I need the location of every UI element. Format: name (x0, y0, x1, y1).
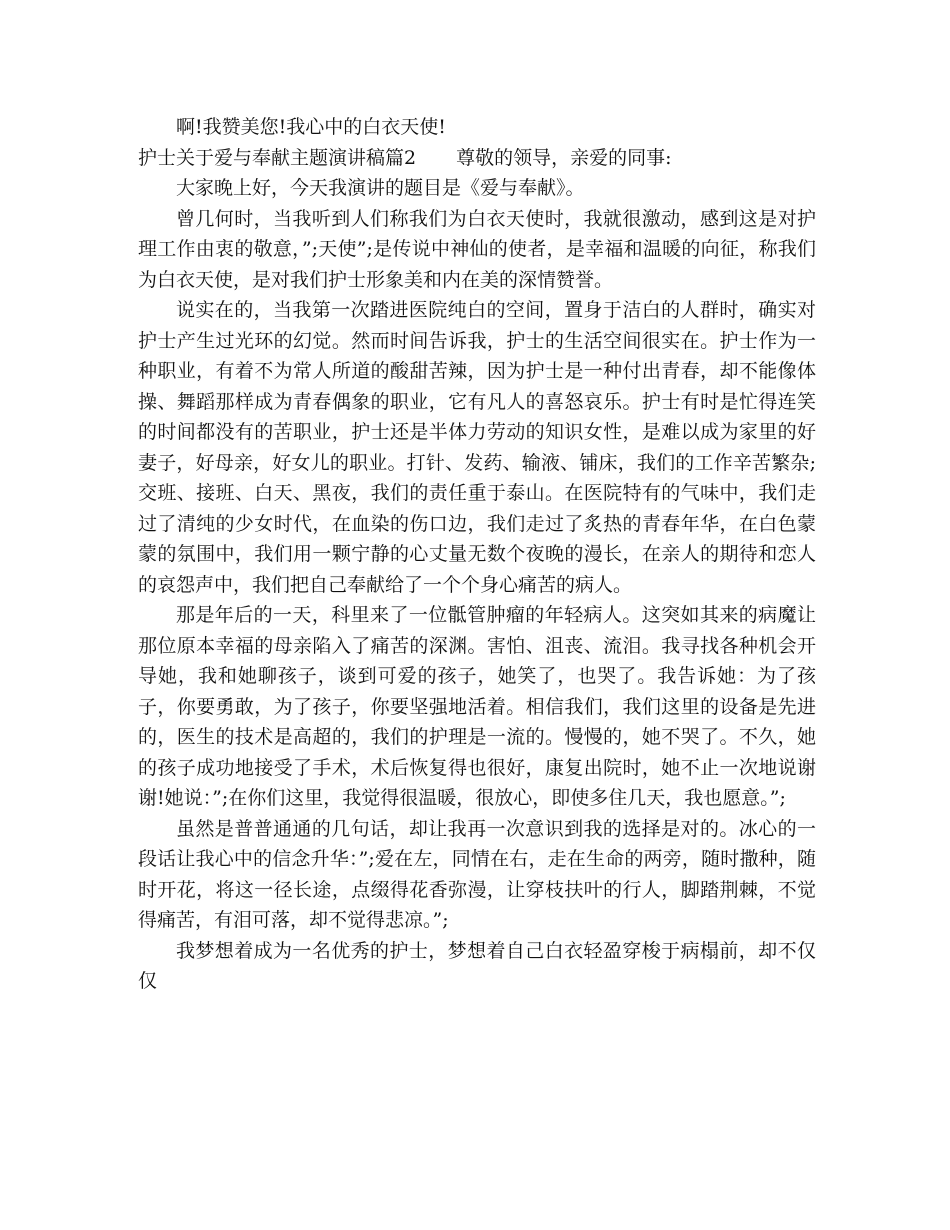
heading-line (138, 143, 816, 174)
paragraph: 曾几何时，当我听到人们称我们为白衣天使时，我就很激动，感到这是对护理工作由衷的敬意，”;天使”;是传说中神仙的使者，是幸福和温暖的向征，称我们为白衣天使，是对我们护士形象美和内在美的深情赞誉。 (138, 207, 816, 291)
salutation: 尊敬的领导，亲爱的同事: (456, 146, 672, 169)
document-page (138, 112, 816, 997)
paragraph: 虽然是普普通通的几句话，却让我再一次意识到我的选择是对的。冰心的一段话让我心中的信念升华：”;爱在左，同情在右，走在生命的两旁，随时撒种，随时开花，将这一径长途，点缀得花香弥漫，让穿枝扶叶的行人，脚踏荆棘，不觉得痛苦，有泪可落，却不觉得悲凉。”; (138, 817, 816, 931)
opening-line: 啊!我赞美您!我心中的白衣天使! (176, 116, 446, 138)
paragraph: 那是年后的一天，科里来了一位骶管肿瘤的年轻病人。这突如其来的病魔让那位原本幸福的母亲陷入了痛苦的深渊。害怕、沮丧、流泪。我寻找各种机会开导她，我和她聊孩子，谈到可爱的孩子，她笑了，也哭了。我告诉她：为了孩子，你要勇敢，为了孩子，你要坚强地活着。相信我们，我们这里的设备是先进的，医生的技术是高超的，我们的护理是一流的。慢慢的，她不哭了。不久，她的孩子成功地接受了手术，术后恢复得也很好，康复出院时，她不止一次地说谢谢!她说：”;在你们这里，我觉得很温暖，很放心，即使多住几天，我也愿意。”; (138, 604, 816, 809)
paragraph: 我梦想着成为一名优秀的护士，梦想着自己白衣轻盈穿梭于病榻前，却不仅仅 (138, 939, 816, 992)
speech-heading: 护士关于爱与奉献主题演讲稿篇2 (138, 146, 417, 169)
paragraph: 说实在的，当我第一次踏进医院纯白的空间，置身于洁白的人群时，确实对护士产生过光环的幻觉。然而时间告诉我，护士的生活空间很实在。护士作为一种职业，有着不为常人所道的酸甜苦辣，因为护士是一种付出青春，却不能像体操、舞蹈那样成为青春偶象的职业，它有凡人的喜怒哀乐。护士有时是忙得连笑的时间都没有的苦职业，护士还是半体力劳动的知识女性，是难以成为家里的好妻子，好母亲，好女儿的职业。打针、发药、输液、铺床，我们的工作辛苦繁杂;交班、接班、白天、黑夜，我们的责任重于泰山。在医院特有的气味中，我们走过了清纯的少女时代，在血染的伤口边，我们走过了炙热的青春年华，在白色蒙蒙的氛围中，我们用一颗宁静的心丈量无数个夜晚的漫长，在亲人的期待和恋人的哀怨声中，我们把自己奉献给了一个个身心痛苦的病人。 (138, 299, 816, 596)
paragraph: 大家晚上好，今天我演讲的题目是《爱与奉献》。 (176, 177, 585, 199)
